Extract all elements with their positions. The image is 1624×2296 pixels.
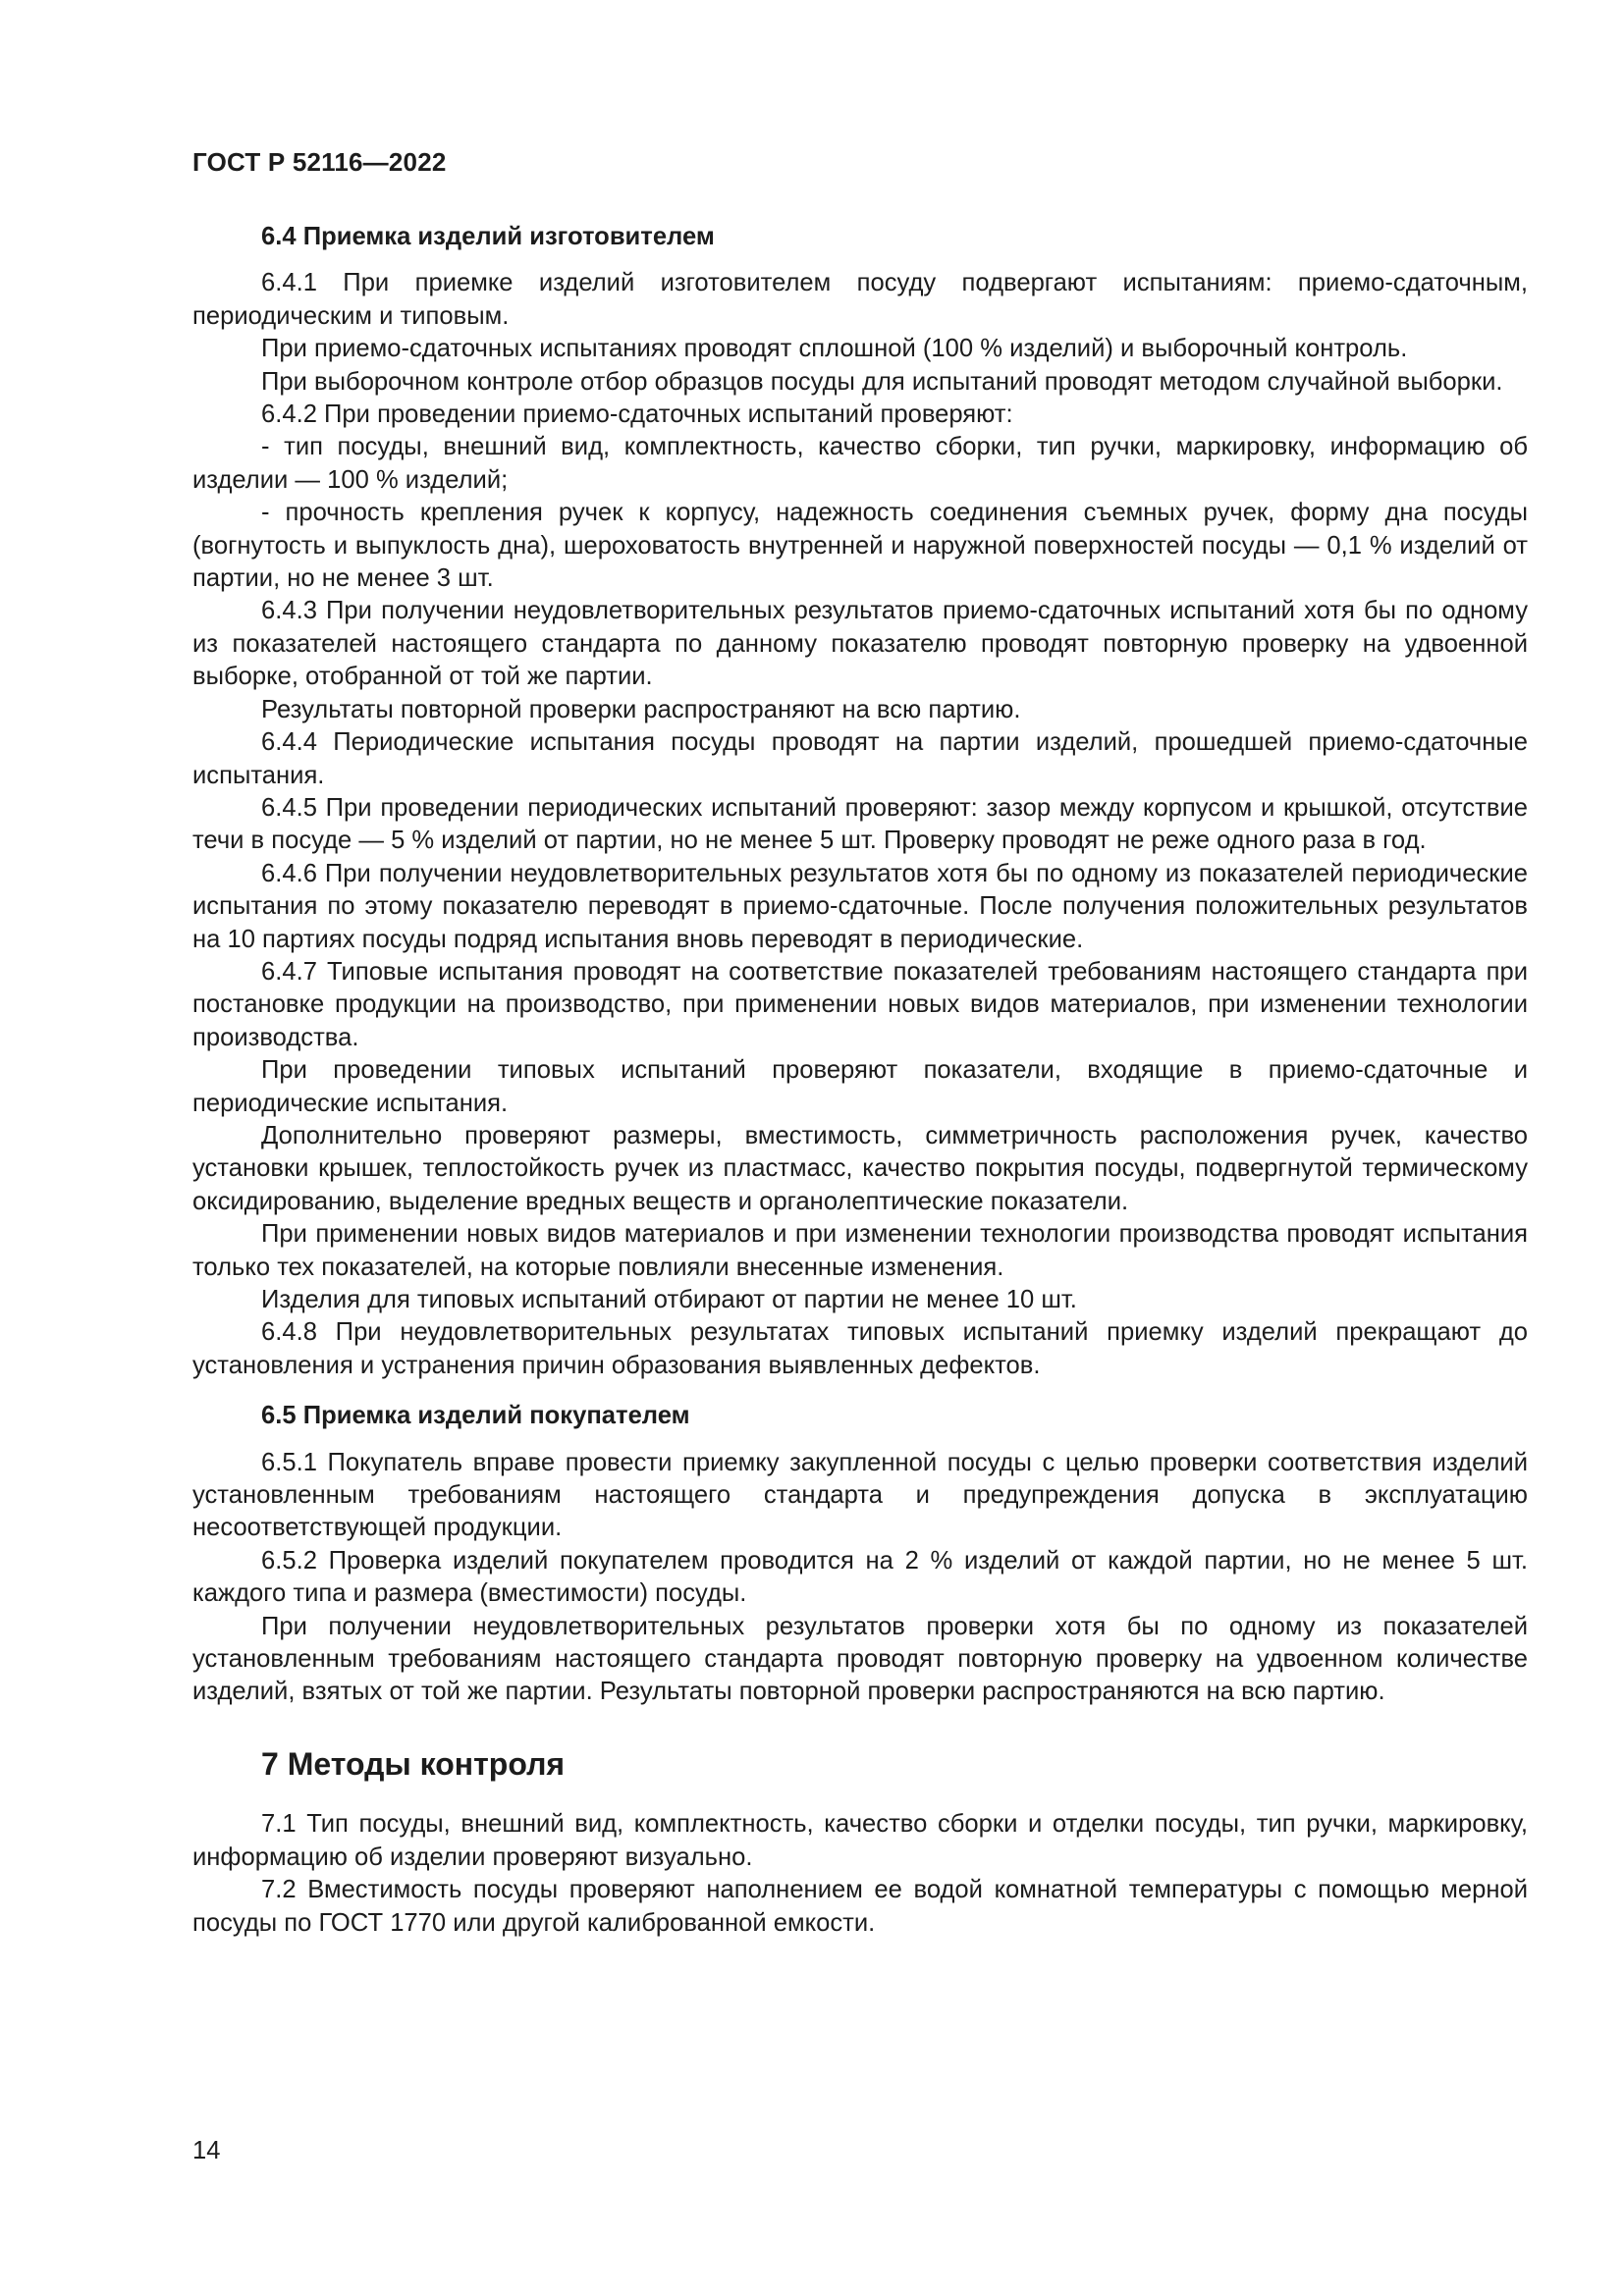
paragraph: 6.4.3 При получении неудовлетворительных результатов приемо-сдаточных испытаний хотя бы по одному из показателей настоящего стандарта по данному показателю проводят повторную проверку на удвоенной выборке, отобранной от той же партии. (192, 597, 1528, 691)
paragraph: При применении новых видов материалов и при изменении технологии производства проводят испытания только тех показателей, на которые повлияли внесенные изменения. (192, 1220, 1528, 1281)
paragraph: 6.4.1 При приемке изделий изготовителем посуду подвергают испытаниям: приемо-сдаточным, периодическим и типовым. (192, 269, 1528, 330)
paragraph: 7.2 Вместимость посуды проверяют наполнением ее водой комнатной температуры с помощью мерной посуды по ГОСТ 1770 или другой калиброванной емкости. (192, 1876, 1528, 1937)
section-6-4-title: 6.4 Приемка изделий изготовителем (261, 223, 715, 250)
paragraph: 6.4.6 При получении неудовлетворительных результатов хотя бы по одному из показателей периодические испытания по этому показателю переводят в приемо-сдаточные. После получения положительных результатов на 10 партиях посуды подряд испытания вновь переводят в периодические. (192, 859, 1528, 953)
paragraph: 6.4.5 При проведении периодических испытаний проверяют: зазор между корпусом и крышкой, отсутствие течи в посуде — 5 % изделий от партии, но не менее 5 шт. Проверку проводят не реже одного раза в год. (192, 793, 1528, 855)
page-number: 14 (192, 2137, 221, 2164)
section-7-title: 7 Методы контроля (261, 1745, 566, 1782)
paragraph: Дополнительно проверяют размеры, вместимость, симметричность расположения ручек, качество установки крышек, теплостойкость ручек из пластмасс, качество покрытия посуды, подвергнутой термическому оксидированию, выделение вредных веществ и органолептические показатели. (192, 1121, 1528, 1215)
paragraph: - тип посуды, внешний вид, комплектность, качество сборки, тип ручки, маркировку, информацию об изделии — 100 % изделий; (192, 433, 1528, 494)
paragraph: 6.4.7 Типовые испытания проводят на соответствие показателей требованиям настоящего стандарта при постановке продукции на производство, при применении новых видов материалов, при изменении технологии производства. (192, 957, 1528, 1051)
paragraph: 6.4.4 Периодические испытания посуды проводят на партии изделий, прошедшей приемо-сдаточные испытания. (192, 728, 1528, 789)
paragraph: 6.5.1 Покупатель вправе провести приемку закупленной посуды с целью проверки соответствия изделий установленным требованиям настоящего стандарта и предупреждения допуска в эксплуатацию несоответствующей продукции. (192, 1448, 1528, 1542)
paragraph: 6.4.8 При неудовлетворительных результатах типовых испытаний приемку изделий прекращают до установления и устранения причин образования выявленных дефектов. (192, 1318, 1528, 1379)
paragraph: Результаты повторной проверки распространяют на всю партию. (261, 695, 1021, 723)
paragraph: 7.1 Тип посуды, внешний вид, комплектность, качество сборки и отделки посуды, тип ручки, маркировку, информацию об изделии проверяют визуально. (192, 1810, 1528, 1871)
paragraph: 6.5.2 Проверка изделий покупателем проводится на 2 % изделий от каждой партии, но не менее 5 шт. каждого типа и размера (вместимости) посуды. (192, 1546, 1528, 1608)
document-code-header: ГОСТ Р 52116—2022 (192, 147, 447, 177)
section-6-5-title: 6.5 Приемка изделий покупателем (261, 1402, 690, 1430)
paragraph: При выборочном контроле отбор образцов посуды для испытаний проводят методом случайной выборки. (261, 367, 1503, 396)
document-body (192, 221, 1528, 1940)
paragraph: При приемо-сдаточных испытаниях проводят сплошной (100 % изделий) и выборочный контроль. (261, 335, 1408, 363)
paragraph: 6.4.2 При проведении приемо-сдаточных испытаний проверяют: (261, 400, 1013, 429)
paragraph: При проведении типовых испытаний проверяют показатели, входящие в приемо-сдаточные и периодические испытания. (192, 1056, 1528, 1117)
paragraph: Изделия для типовых испытаний отбирают от партии не менее 10 шт. (261, 1286, 1077, 1313)
paragraph: При получении неудовлетворительных результатов проверки хотя бы по одному из показателей установленным требованиям настоящего стандарта проводят повторную проверку на удвоенном количестве изделий, взятых от той же партии. Результаты повторной проверки распространяются на всю партию. (192, 1612, 1528, 1706)
paragraph: - прочность крепления ручек к корпусу, надежность соединения съемных ручек, форму дна посуды (вогнутость и выпуклость дна), шероховатость внутренней и наружной поверхностей посуды — 0,1 % изделий от партии, но не менее 3 шт. (192, 499, 1528, 593)
